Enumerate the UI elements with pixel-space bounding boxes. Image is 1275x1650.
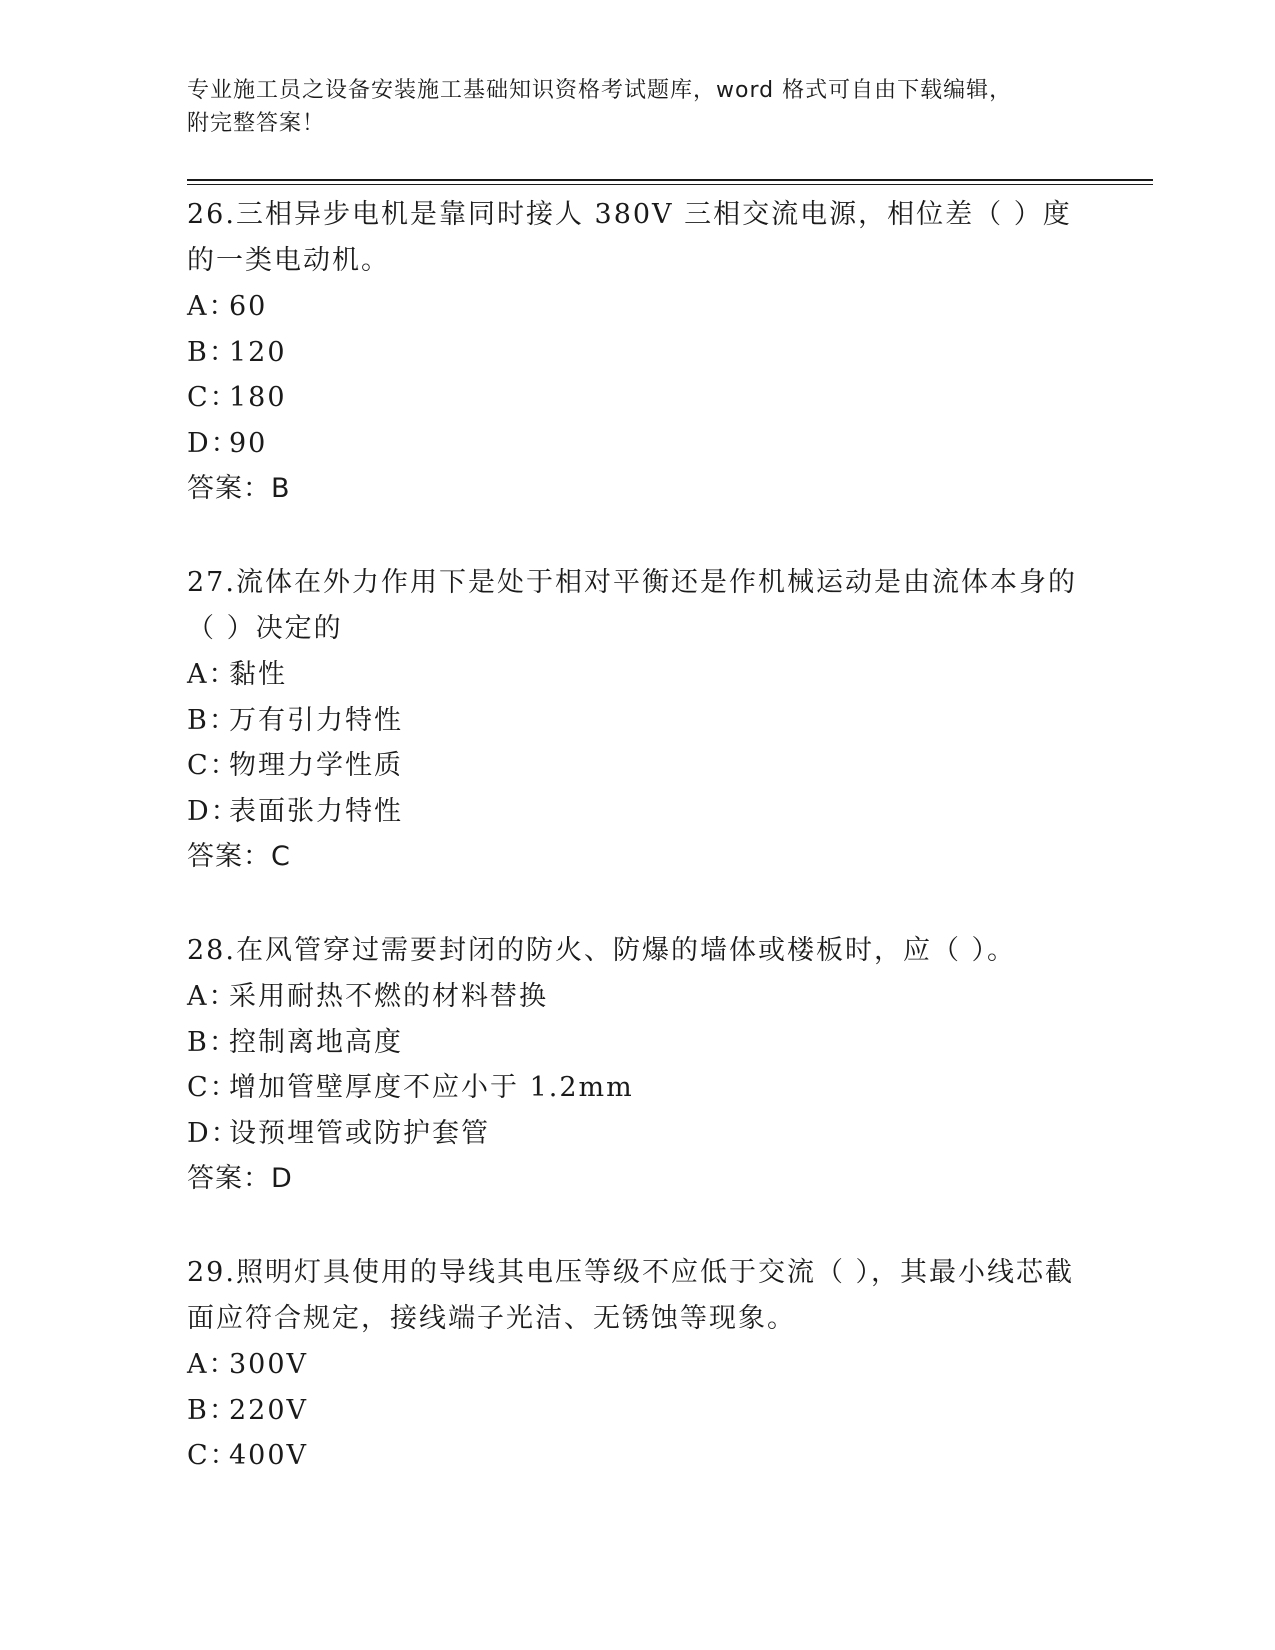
option-d <box>187 789 1087 835</box>
option-text: 400V <box>229 1440 309 1471</box>
question-text: 27.流体在外力作用下是处于相对平衡还是作机械运动是由流体本身的（ ）决定的 <box>187 567 1077 644</box>
header-divider-thick <box>187 179 1153 181</box>
option-a <box>187 652 1087 698</box>
option-text: 采用耐热不燃的材料替换 <box>229 981 548 1012</box>
question-text: 28.在风管穿过需要封闭的防火、防爆的墙体或楼板时，应（ ）。 <box>187 935 1017 966</box>
option-text: 物理力学性质 <box>229 750 403 781</box>
option-text: 增加管壁厚度不应小于 1.2mm <box>229 1072 634 1103</box>
option-b <box>187 698 1087 744</box>
header-line-2: 附完整答案！ <box>187 111 326 136</box>
option-letter: C： <box>187 750 239 781</box>
option-text: 表面张力特性 <box>229 795 403 827</box>
option-text: 60 <box>229 291 268 322</box>
option-letter: A： <box>187 659 238 690</box>
option-a <box>187 1342 1087 1388</box>
option-letter: A： <box>187 1349 238 1380</box>
option-letter: C： <box>187 382 239 413</box>
option-letter: B： <box>187 336 238 368</box>
question-27 <box>187 557 1087 879</box>
header-divider-thin <box>187 184 1153 185</box>
question-list <box>187 189 1087 1479</box>
spacer <box>187 511 1087 557</box>
option-letter: A： <box>187 291 238 322</box>
option-c <box>187 743 1087 789</box>
option-letter: D： <box>187 795 240 827</box>
option-letter: C： <box>187 1072 239 1103</box>
option-letter: B： <box>187 704 238 736</box>
option-letter: B： <box>187 1394 238 1426</box>
option-text: 黏性 <box>229 659 287 690</box>
option-text: 90 <box>229 427 268 459</box>
option-text: 设预埋管或防护套管 <box>229 1117 490 1149</box>
option-text: 180 <box>229 382 287 413</box>
spacer <box>187 879 1087 925</box>
question-text: 26.三相异步电机是靠同时接人 380V 三相交流电源，相位差（ ）度的一类电动机。 <box>187 199 1072 276</box>
option-text: 300V <box>229 1349 309 1380</box>
option-letter: D： <box>187 1117 240 1149</box>
option-text: 控制离地高度 <box>229 1026 403 1058</box>
question-28 <box>187 925 1087 1201</box>
option-b <box>187 330 1087 376</box>
option-c <box>187 1433 1087 1479</box>
option-letter: C： <box>187 1440 239 1471</box>
option-text: 万有引力特性 <box>229 704 403 736</box>
answer-line: 答案：C <box>187 841 291 872</box>
question-29 <box>187 1247 1087 1479</box>
option-text: 220V <box>229 1394 309 1426</box>
spacer <box>187 1201 1087 1247</box>
document-header <box>187 74 1087 140</box>
option-letter: B： <box>187 1026 238 1058</box>
option-letter: D： <box>187 427 240 459</box>
question-26 <box>187 189 1087 511</box>
option-d <box>187 421 1087 467</box>
option-text: 120 <box>229 336 287 368</box>
option-a <box>187 284 1087 330</box>
option-b <box>187 1020 1087 1066</box>
option-b <box>187 1388 1087 1434</box>
answer-line: 答案：B <box>187 473 291 504</box>
header-line-1: 专业施工员之设备安装施工基础知识资格考试题库，word 格式可自由下载编辑， <box>187 78 1013 103</box>
answer-line: 答案：D <box>187 1163 293 1194</box>
question-text: 29.照明灯具使用的导线其电压等级不应低于交流（ ），其最小线芯截面应符合规定，接线端子光洁、无锈蚀等现象。 <box>187 1257 1075 1334</box>
option-c <box>187 1065 1087 1111</box>
option-d <box>187 1111 1087 1157</box>
option-letter: A： <box>187 981 238 1012</box>
option-a <box>187 974 1087 1020</box>
option-c <box>187 375 1087 421</box>
